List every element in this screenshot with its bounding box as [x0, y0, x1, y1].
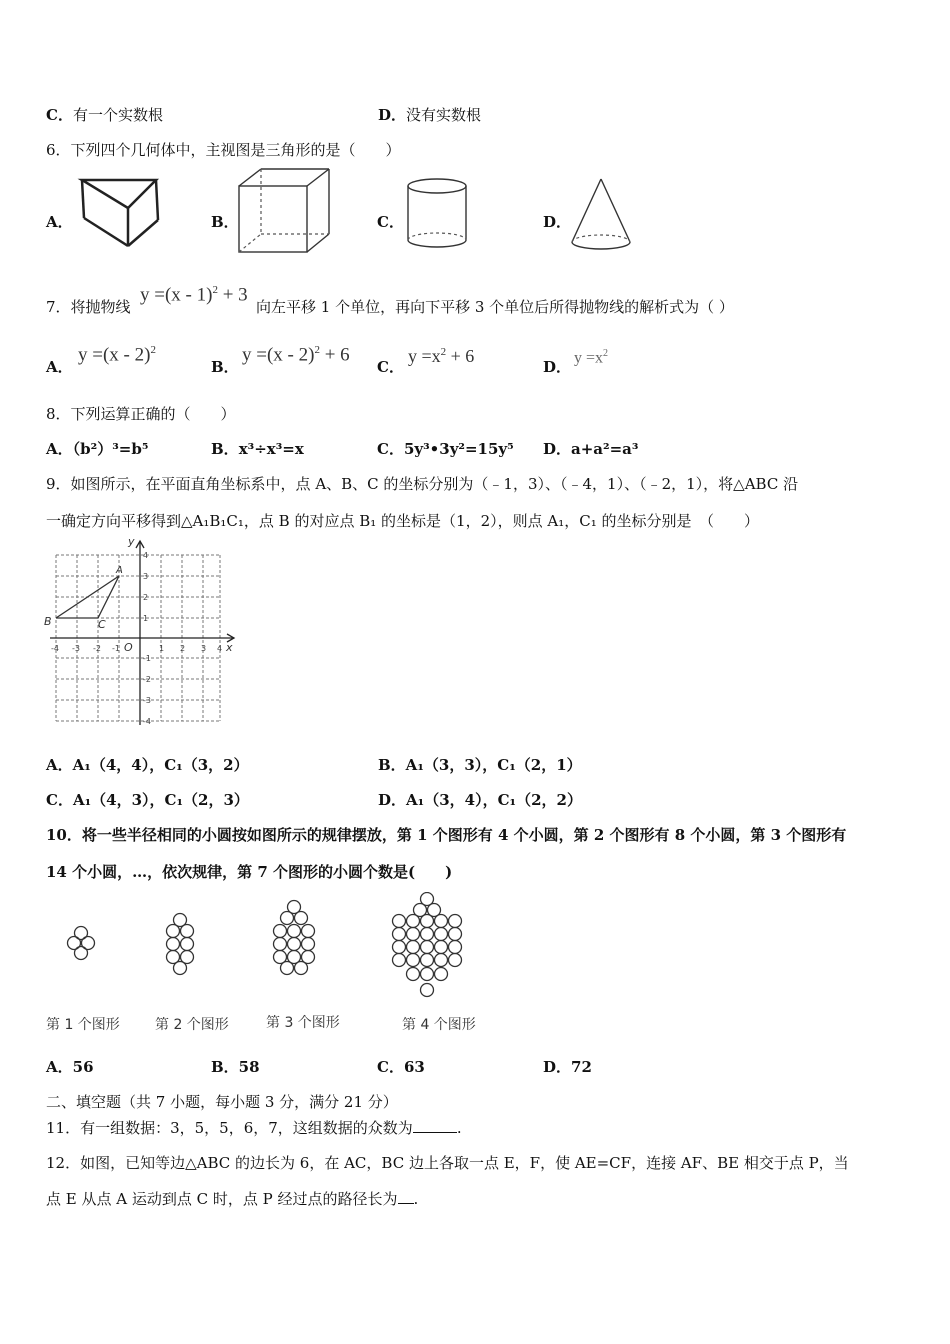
y-tick: -2	[143, 675, 151, 684]
q10-option-c: C．63	[377, 1058, 425, 1076]
x-tick: 1	[159, 644, 165, 653]
q6-stem: 6．下列四个几何体中，主视图是三角形的是（ ）	[46, 141, 401, 159]
answer-blank	[398, 1189, 414, 1204]
q9-option-c: C．A₁（4，3），C₁（2，3）	[46, 791, 249, 809]
y-tick: 4	[143, 551, 149, 560]
y-tick: 1	[143, 614, 149, 623]
x-tick: 4	[217, 644, 223, 653]
x-tick: -2	[93, 644, 101, 653]
q6-option-a-label: A．	[46, 213, 73, 231]
y-tick: -3	[143, 696, 151, 705]
q11-text: 11．有一组数据：3，5，5，6，7，这组数据的众数为 .	[46, 1119, 462, 1137]
x-tick: 3	[201, 644, 207, 653]
q12-line1: 12．如图，已知等边△ABC 的边长为 6，在 AC，BC 边上各取一点 E，F，使 AE=CF，连接 AF、BE 相交于点 P，当	[46, 1154, 849, 1172]
graph-y-label: y	[128, 535, 135, 548]
figure-caption-1: 第 1 个图形	[46, 1017, 120, 1033]
q7-option-a-formula: y =(x - 2)$^2$	[78, 344, 156, 366]
q9-option-a: A．A₁（4，4），C₁（3，2）	[46, 756, 249, 774]
figure-caption-2: 第 2 个图形	[155, 1017, 229, 1033]
q10-option-b: B．58	[211, 1058, 260, 1076]
q9-stem-line1: 9．如图所示，在平面直角坐标系中，点 A、B、C 的坐标分别为（﹣1，3）、（﹣4，1）、（﹣2，1），将△ABC 沿	[46, 475, 799, 493]
q9-stem-line2: 一确定方向平移得到△A₁B₁C₁，点 B 的对应点 B₁ 的坐标是（1，2），则点 A₁，C₁ 的坐标分别是 （ ）	[46, 512, 760, 530]
q5-option-c: C．有一个实数根	[46, 106, 163, 124]
coordinate-graph	[44, 535, 244, 727]
q8-option-b: B．x³÷x³=x	[211, 440, 304, 458]
q9-option-d: D．A₁（3，4），C₁（2，2）	[378, 791, 582, 809]
q9-option-b: B．A₁（3，3），C₁（2，1）	[378, 756, 582, 774]
x-tick: -1	[112, 644, 120, 653]
x-tick: -4	[51, 644, 59, 653]
q8-option-a: A．（b²）³=b⁵	[46, 440, 149, 458]
q8-option-c: C．5y³•3y²=15y⁵	[377, 440, 514, 458]
q7-option-a-label: A．	[46, 358, 73, 376]
cone-icon	[568, 176, 634, 256]
q10-option-a: A．56	[46, 1058, 94, 1076]
cube-icon	[236, 166, 332, 256]
cylinder-icon	[404, 176, 470, 252]
q10-option-d: D．72	[543, 1058, 592, 1076]
figure-caption-3: 第 3 个图形	[266, 1015, 340, 1031]
y-tick: 2	[143, 593, 149, 602]
q7-option-d-label: D．	[543, 358, 572, 376]
x-tick: -3	[72, 644, 80, 653]
graph-origin-label: O	[124, 641, 133, 654]
q7-stem-pre: 7．将抛物线	[46, 298, 131, 316]
graph-x-label: x	[226, 641, 233, 654]
y-tick: -4	[143, 717, 151, 726]
circle-patterns-figure	[56, 892, 476, 1004]
q7-formula: y =(x - 1)$^2$ + 3	[140, 284, 248, 306]
q7-option-c-label: C．	[377, 358, 404, 376]
answer-blank	[413, 1118, 457, 1133]
q10-stem-line2: 14 个小圆，…，依次规律，第 7 个图形的小圆个数是( )	[46, 863, 453, 881]
q8-option-d: D．a+a²=a³	[543, 440, 639, 458]
section-2-title: 二、填空题（共 7 小题，每小题 3 分，满分 21 分）	[46, 1093, 398, 1111]
graph-point-c: C	[98, 618, 106, 631]
q8-stem: 8．下列运算正确的（ ）	[46, 405, 236, 423]
graph-point-a: A	[116, 565, 123, 576]
q5-option-d: D．没有实数根	[378, 106, 482, 124]
graph-point-b: B	[44, 615, 52, 628]
q6-option-d-label: D．	[543, 213, 572, 231]
y-tick: -1	[143, 654, 151, 663]
q7-option-b-formula: y =(x - 2)$^2$ + 6	[242, 344, 350, 366]
triangular-prism-icon	[76, 170, 166, 250]
q7-option-d-formula: $y =x^2$	[574, 348, 609, 367]
q7-option-c-formula: $y =x^2 + 6$	[408, 346, 475, 366]
figure-caption-4: 第 4 个图形	[402, 1017, 476, 1033]
q7-option-b-label: B．	[211, 358, 239, 376]
q6-option-c-label: C．	[377, 213, 404, 231]
q10-stem-line1: 10．将一些半径相同的小圆按如图所示的规律摆放，第 1 个图形有 4 个小圆，第 2 个图形有 8 个小圆，第 3 个图形有	[46, 826, 847, 844]
x-tick: 2	[180, 644, 186, 653]
q12-line2: 点 E 从点 A 运动到点 C 时，点 P 经过点的路径长为 .	[46, 1190, 419, 1208]
q6-option-b-label: B．	[211, 213, 239, 231]
y-tick: 3	[143, 572, 149, 581]
q7-stem-post: 向左平移 1 个单位，再向下平移 3 个单位后所得抛物线的解析式为（ ）	[256, 298, 734, 316]
